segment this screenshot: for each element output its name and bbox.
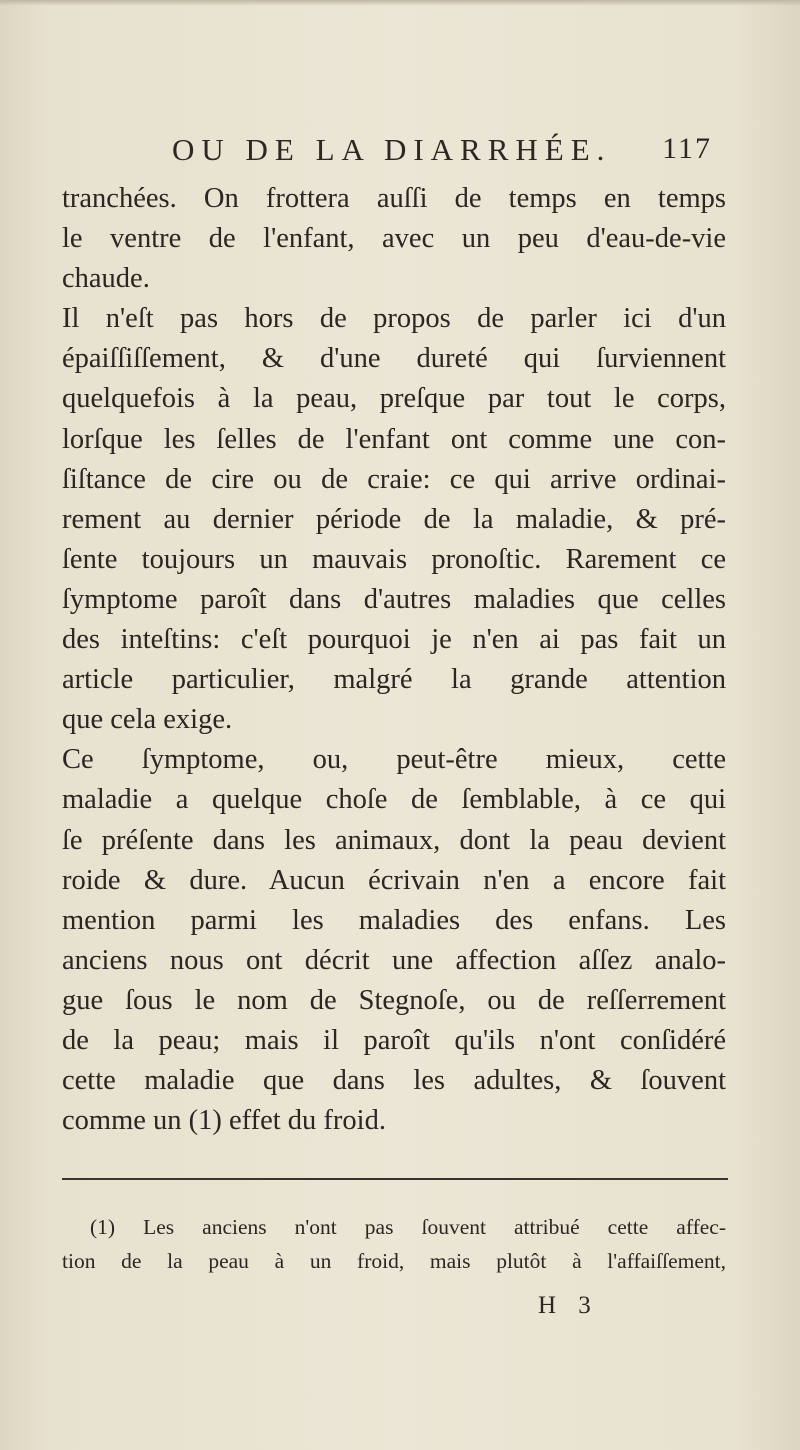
text-line: gue ſous le nom de Stegnoſe, ou de reſſerrement	[62, 984, 726, 1016]
footnotes	[62, 1210, 726, 1278]
text-line: mention parmi les maladies des enfans. Les	[62, 904, 726, 936]
text-line: cette maladie que dans les adultes, & ſouvent	[62, 1065, 726, 1097]
text-line: anciens nous ont décrit une affection aſſez analo-	[62, 944, 726, 976]
text-line: que cela exige.	[62, 704, 233, 736]
text-line: ſente toujours un mauvais pronoſtic. Rarement ce	[62, 543, 726, 575]
text-line: tranchées. On frottera auſſi de temps en temps	[62, 183, 726, 214]
signature-mark: H 3	[538, 1292, 599, 1319]
text-line: roide & dure. Aucun écrivain n'en a encore fait	[62, 864, 726, 896]
text-line: ſiſtance de cire ou de craie: ce qui arrive ordinai-	[62, 463, 726, 495]
text-line: épaiſſiſſement, & d'une dureté qui ſurviennent	[62, 343, 726, 375]
text-line: lorſque les ſelles de l'enfant ont comme une con-	[62, 423, 726, 455]
text-line: Il n'eſt pas hors de propos de parler ici d'un	[62, 303, 726, 335]
text-line: de la peau; mais il paroît qu'ils n'ont conſidéré	[62, 1024, 726, 1056]
body-text	[62, 179, 726, 1141]
text-line: ſymptome paroît dans d'autres maladies que celles	[62, 583, 726, 615]
footnote-line: (1) Les anciens n'ont pas ſouvent attribué cette affec-	[90, 1215, 726, 1239]
text-line: le ventre de l'enfant, avec un peu d'eau-de-vie	[62, 223, 726, 255]
text-line: ſe préſente dans les animaux, dont la peau devient	[62, 824, 726, 856]
text-line: chaude.	[62, 263, 150, 295]
text-line: quelquefois à la peau, preſque par tout le corps,	[62, 383, 726, 415]
page-number: 117	[662, 132, 712, 165]
page-top-edge	[0, 0, 800, 6]
text-line: article particulier, malgré la grande attention	[62, 664, 726, 696]
footnote-line: tion de la peau à un froid, mais plutôt à l'affaiſſement,	[62, 1249, 726, 1273]
text-line: des inteſtins: c'eſt pourquoi je n'en ai pas fait un	[62, 624, 726, 656]
running-head	[172, 132, 712, 176]
text-line: Ce ſymptome, ou, peut-être mieux, cette	[62, 744, 726, 776]
text-line: maladie a quelque choſe de ſemblable, à ce qui	[62, 784, 726, 816]
text-line: comme un (1) effet du froid.	[62, 1105, 386, 1137]
footnote-rule	[62, 1178, 728, 1180]
text-line: rement au dernier période de la maladie, & pré-	[62, 503, 726, 535]
running-title: OU DE LA DIARRHÉE.	[172, 132, 612, 167]
